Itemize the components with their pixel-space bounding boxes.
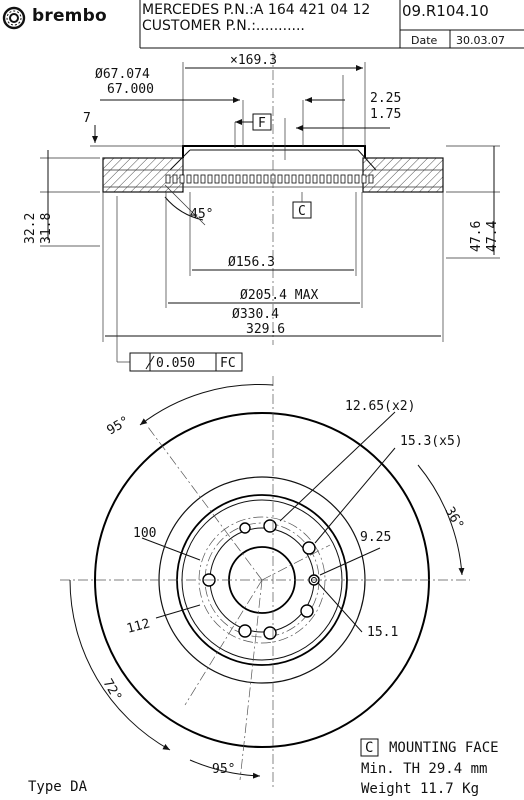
left-height-min-label: 31.8 (39, 212, 54, 244)
runout-tolerance-ref: FC (220, 356, 236, 371)
hole-dimension-b-label: 15.1 (367, 625, 399, 640)
type-label: Type DA (28, 779, 88, 795)
weight-label: Weight 11.7 Kg (361, 781, 480, 797)
min-thickness-label: Min. TH 29.4 mm (361, 761, 488, 777)
pcd-small-label: 100 (133, 526, 157, 541)
angle-right-label: 36° (441, 504, 467, 533)
bolt-hole-diameter-label: 12.65(x2) (345, 399, 416, 414)
brand-name: brembo (32, 6, 107, 26)
datum-f-label: F (258, 116, 266, 131)
hub-bore-min-label: 67.000 (107, 82, 154, 97)
pin-hole-diameter-label: 15.3(x5) (400, 434, 463, 449)
angle-bottom-label: 95° (212, 762, 236, 777)
pcd-large-label: 112 (125, 616, 152, 637)
angle-bottom-left-label: 72° (99, 676, 125, 705)
hat-diameter-label: ×169.3 (230, 53, 277, 68)
date-label: Date (411, 34, 438, 47)
angle-top-left-label: 95° (104, 413, 133, 439)
mounting-face-symbol: C (365, 740, 374, 756)
mounting-face-label: MOUNTING FACE (389, 740, 499, 756)
hat-thickness-label: 7 (83, 111, 91, 126)
datum-c-label: C (298, 204, 306, 219)
offset-max-label: 2.25 (370, 91, 402, 106)
customer-part-number: CUSTOMER P.N.:........... (142, 18, 305, 34)
hub-bore-max-label: Ø67.074 (95, 67, 150, 82)
right-height-max-label: 47.6 (469, 220, 484, 252)
date-value: 30.03.07 (456, 34, 505, 47)
max-diameter-label: Ø205.4 MAX (240, 288, 319, 303)
title-block-lines (140, 0, 524, 48)
hole-dimension-a-label: 9.25 (360, 530, 392, 545)
outer-diameter-min-label: 329.6 (246, 322, 286, 337)
chamfer-angle-label: 45° (190, 207, 214, 222)
outer-diameter-max-label: Ø330.4 (232, 307, 279, 322)
brembo-code: 09.R104.10 (402, 2, 489, 20)
offset-min-label: 1.75 (370, 107, 402, 122)
left-height-max-label: 32.2 (23, 212, 38, 244)
right-height-min-label: 47.4 (485, 220, 500, 252)
oem-part-number: MERCEDES P.N.:A 164 421 04 12 (142, 2, 371, 18)
inner-diameter-label: Ø156.3 (228, 255, 275, 270)
runout-tolerance-value: 0.050 (156, 356, 196, 371)
